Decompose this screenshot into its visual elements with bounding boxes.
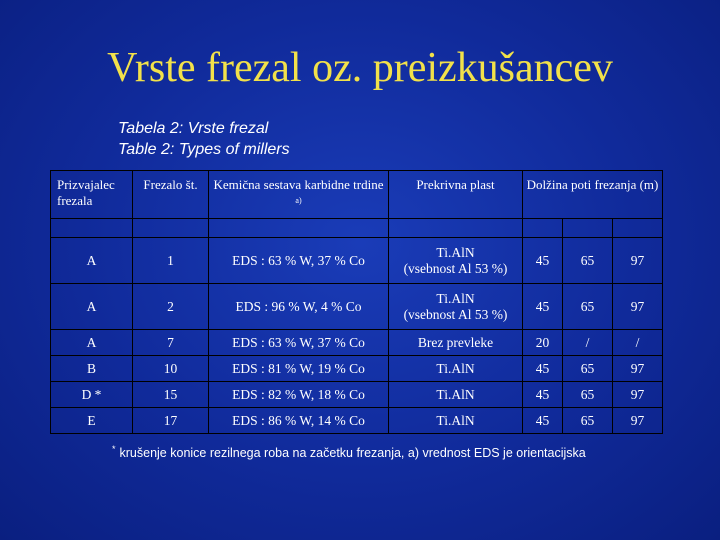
table-row [51, 382, 663, 408]
cell-coating-note: (vsebnost Al 53 %) [403, 306, 508, 322]
cell-coating: Ti.AlN [389, 356, 523, 382]
cell-composition: EDS : 82 % W, 18 % Co [209, 382, 389, 408]
header-manufacturer: Prizvajalec frezala [51, 171, 133, 219]
cell-length-3: 97 [613, 382, 663, 408]
cell-length-2: 65 [563, 408, 613, 434]
cell-maker: A [51, 284, 133, 330]
cell-maker: D * [51, 382, 133, 408]
table-row [51, 238, 663, 284]
cell-composition: EDS : 81 % W, 19 % Co [209, 356, 389, 382]
cell-length-2: 65 [563, 284, 613, 330]
footnote-text: krušenje konice rezilnega roba na začetku frezanja, a) vrednost EDS je orientacijska [119, 446, 586, 461]
cell-length-3: 97 [613, 408, 663, 434]
cell-number: 10 [133, 356, 209, 382]
cell-coating: Ti.AlN [389, 382, 523, 408]
header-miller-number: Frezalo št. [133, 171, 209, 219]
header-composition-footnote-mark: a) [295, 196, 302, 205]
cell-number: 15 [133, 382, 209, 408]
cell-maker: A [51, 330, 133, 356]
slide-title: Vrste frezal oz. preizkušancev [107, 45, 613, 91]
cell-length-3: 97 [613, 238, 663, 284]
cell-length-3: 97 [613, 284, 663, 330]
table-row [51, 356, 663, 382]
cell-composition: EDS : 63 % W, 37 % Co [209, 330, 389, 356]
cell-coating: Ti.AlN [389, 408, 523, 434]
cell-length-1: 45 [523, 284, 563, 330]
table-row [51, 408, 663, 434]
cell-maker: B [51, 356, 133, 382]
cell-number: 2 [133, 284, 209, 330]
footnote-star: * [112, 444, 116, 454]
table-row [51, 330, 663, 356]
cell-coating [389, 238, 523, 284]
cell-number: 7 [133, 330, 209, 356]
cell-composition: EDS : 63 % W, 37 % Co [209, 238, 389, 284]
cell-coating-note: (vsebnost Al 53 %) [403, 260, 508, 276]
table-caption [118, 118, 290, 160]
cell-composition: EDS : 86 % W, 14 % Co [209, 408, 389, 434]
cell-length-3: / [613, 330, 663, 356]
cell-coating-name: Ti.AlN [436, 244, 475, 260]
table-footnote [112, 444, 586, 460]
table-header-row [51, 171, 663, 219]
cell-length-1: 45 [523, 356, 563, 382]
cell-coating: Brez prevleke [389, 330, 523, 356]
cell-length-2: 65 [563, 238, 613, 284]
cell-length-2: / [563, 330, 613, 356]
header-coating: Prekrivna plast [389, 171, 523, 219]
table-spacer-row [51, 219, 663, 238]
cell-length-1: 20 [523, 330, 563, 356]
cell-length-1: 45 [523, 238, 563, 284]
cell-composition: EDS : 96 % W, 4 % Co [209, 284, 389, 330]
header-composition [209, 171, 389, 219]
cell-length-3: 97 [613, 356, 663, 382]
cell-length-1: 45 [523, 382, 563, 408]
header-composition-label: Kemična sestava karbidne trdine [213, 177, 384, 192]
table-row [51, 284, 663, 330]
cell-length-2: 65 [563, 356, 613, 382]
cell-coating-name: Ti.AlN [436, 290, 475, 306]
cell-length-2: 65 [563, 382, 613, 408]
cell-maker: E [51, 408, 133, 434]
millers-table [50, 170, 663, 434]
cell-number: 1 [133, 238, 209, 284]
cell-number: 17 [133, 408, 209, 434]
header-milling-length: Dolžina poti frezanja (m) [523, 171, 663, 219]
caption-slovene: Tabela 2: Vrste frezal [118, 120, 269, 137]
cell-maker: A [51, 238, 133, 284]
caption-english: Table 2: Types of millers [118, 141, 290, 158]
cell-coating [389, 284, 523, 330]
cell-length-1: 45 [523, 408, 563, 434]
